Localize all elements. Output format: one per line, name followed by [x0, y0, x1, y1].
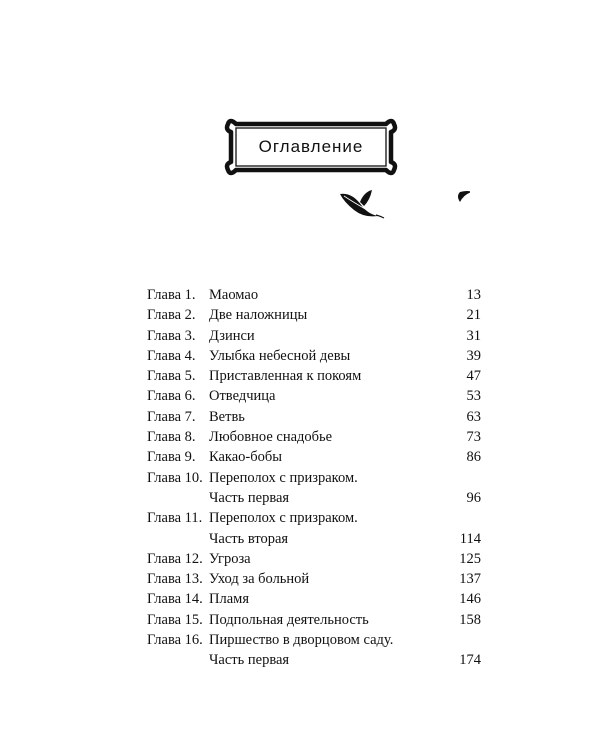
toc-entry	[147, 529, 481, 549]
toc-entry	[147, 468, 481, 488]
page-number: 174	[459, 652, 481, 669]
chapter-label: Глава 10.	[147, 469, 203, 486]
page-number: 73	[466, 429, 481, 446]
chapter-title: Подпольная деятельность	[209, 611, 369, 628]
chapter-title: Приставленная к покоям	[209, 368, 362, 385]
table-of-contents	[147, 285, 481, 671]
page-number: 125	[459, 550, 481, 567]
page-number: 158	[459, 611, 481, 628]
chapter-title: Пламя	[209, 591, 249, 608]
page-number: 39	[466, 347, 481, 364]
toc-entry	[147, 630, 481, 650]
toc-entry	[147, 285, 481, 305]
page-number: 146	[459, 591, 481, 608]
page-title: Оглавление	[258, 137, 364, 156]
page-number: 47	[466, 368, 481, 385]
heading-frame	[222, 116, 400, 178]
chapter-title: Две наложницы	[209, 307, 308, 324]
chapter-label: Глава 8.	[147, 429, 196, 446]
chapter-title: Маомао	[209, 287, 259, 303]
toc-entry	[147, 346, 481, 366]
page-number: 63	[466, 408, 481, 425]
chapter-label: Глава 14.	[147, 591, 203, 608]
toc-entry	[147, 569, 481, 589]
page-number: 137	[459, 571, 481, 588]
page-number: 96	[466, 489, 481, 506]
toc-entry	[147, 650, 481, 670]
toc-entry	[147, 407, 481, 427]
chapter-title: Уход за больной	[209, 571, 310, 588]
chapter-title: Отведчица	[209, 388, 276, 405]
chapter-label: Глава 7.	[147, 408, 196, 425]
toc-entry	[147, 447, 481, 467]
chapter-title: Какао-бобы	[209, 449, 283, 466]
chapter-label: Глава 4.	[147, 347, 196, 364]
chapter-label: Глава 6.	[147, 388, 196, 405]
page-number: 21	[466, 307, 481, 324]
chapter-title: Часть вторая	[209, 530, 289, 547]
chapter-title: Пиршество в дворцовом саду.	[209, 632, 394, 649]
toc-entry	[147, 610, 481, 630]
page-number: 53	[466, 388, 481, 405]
chapter-title: Ветвь	[209, 408, 245, 425]
toc-entry	[147, 366, 481, 386]
chapter-title: Дзинси	[209, 327, 255, 344]
chapter-label: Глава 9.	[147, 449, 196, 466]
chapter-title: Часть первая	[209, 652, 290, 669]
chapter-label: Глава 3.	[147, 327, 196, 344]
page-number: 13	[466, 287, 481, 303]
chapter-label: Глава 1.	[147, 287, 196, 303]
chapter-title: Угроза	[209, 550, 251, 567]
toc-entry	[147, 549, 481, 569]
toc-entry	[147, 508, 481, 528]
toc-entry	[147, 305, 481, 325]
toc-entry	[147, 326, 481, 346]
page-number: 31	[466, 327, 481, 344]
chapter-label: Глава 5.	[147, 368, 196, 385]
chapter-label: Глава 12.	[147, 550, 203, 567]
page-number: 86	[466, 449, 481, 466]
toc-entry	[147, 488, 481, 508]
chapter-label: Глава 16.	[147, 632, 203, 649]
chapter-title: Часть первая	[209, 489, 290, 506]
chapter-label: Глава 2.	[147, 307, 196, 324]
page-number: 114	[459, 530, 481, 547]
chapter-title: Переполох с призраком.	[209, 469, 358, 486]
chapter-label: Глава 13.	[147, 571, 203, 588]
leaf-ornament-icon	[330, 182, 470, 222]
toc-entry	[147, 427, 481, 447]
toc-entry	[147, 386, 481, 406]
chapter-title: Любовное снадобье	[209, 429, 333, 446]
toc-entry	[147, 589, 481, 609]
chapter-title: Переполох с призраком.	[209, 510, 358, 527]
chapter-title: Улыбка небесной девы	[209, 347, 351, 364]
chapter-label: Глава 11.	[147, 510, 203, 527]
chapter-label: Глава 15.	[147, 611, 203, 628]
